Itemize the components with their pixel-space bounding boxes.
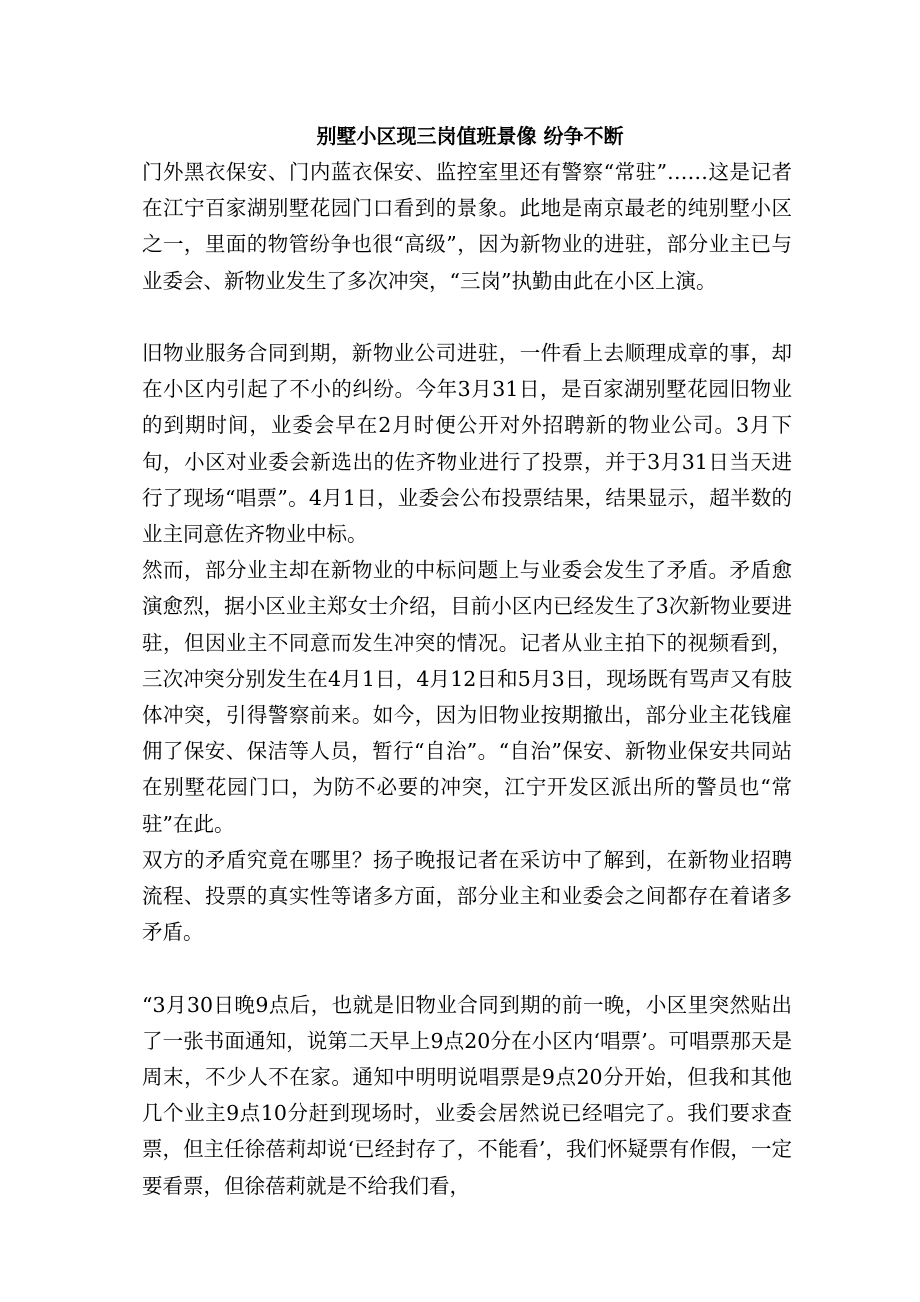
document-title: 别墅小区现三岗值班景像 纷争不断 [316,124,624,148]
paragraph-disputes: 双方的矛盾究竟在哪里？扬子晚报记者在采访中了解到，在新物业招聘流程、投票的真实性等诸多方面，部分业主和业委会之间都存在着诸多矛盾。 [142,847,792,945]
paragraph-intro: 门外黑衣保安、门内蓝衣保安、监控室里还有警察“常驻”……这是记者在江宁百家湖别墅花园门口看到的景象。此地是南京最老的纯别墅小区之一，里面的物管纷争也很“高级”，因为新物业的进驻，部分业主已与业委会、新物业发生了多次冲突，“三岗”执勤由此在小区上演。 [142,160,792,293]
paragraph-conflicts: 然而，部分业主却在新物业的中标问题上与业委会发生了矛盾。矛盾愈演愈烈，据小区业主郑女士介绍，目前小区内已经发生了3次新物业要进驻，但因业主不同意而发生冲突的情况。记者从业主拍下的视频看到，三次冲突分别发生在4月1日，4月12日和5月3日，现场既有骂声又有肢体冲突，引得警察前来。如今，因为旧物业按期撤出，部分业主花钱雇佣了保安、保洁等人员，暂行“自治”。“自治”保安、新物业保安共同站在别墅花园门口，为防不必要的冲突，江宁开发区派出所的警员也“常驻”在此。 [142,558,792,836]
paragraph-spacer [142,950,792,986]
paragraph-contract-expiry: 旧物业服务合同到期，新物业公司进驻，一件看上去顺理成章的事，却在小区内引起了不小的纠纷。今年3月31日，是百家湖别墅花园旧物业的到期时间，业委会早在2月时便公开对外招聘新的物业公司。3月下旬，小区对业委会新选出的佐齐物业进行了投票，并于3月31日当天进行了现场“唱票”。4月1日，业委会公布投票结果，结果显示，超半数的业主同意佐齐物业中标。 [142,341,792,547]
paragraph-owner-quote: “3月30日晚9点后，也就是旧物业合同到期的前一晚，小区里突然贴出了一张书面通知，说第二天早上9点20分在小区内‘唱票’。可唱票那天是周末，不少人不在家。通知中明明说唱票是9点20分开始，但我和其他几个业主9点10分赶到现场时，业委会居然说已经唱完了。我们要求查票，但主任徐蓓莉却说‘已经封存了，不能看’，我们怀疑票有作假，一定要看票，但徐蓓莉就是不给我们看， [142,992,792,1198]
paragraph-spacer [142,299,792,335]
document-page [142,118,792,1204]
